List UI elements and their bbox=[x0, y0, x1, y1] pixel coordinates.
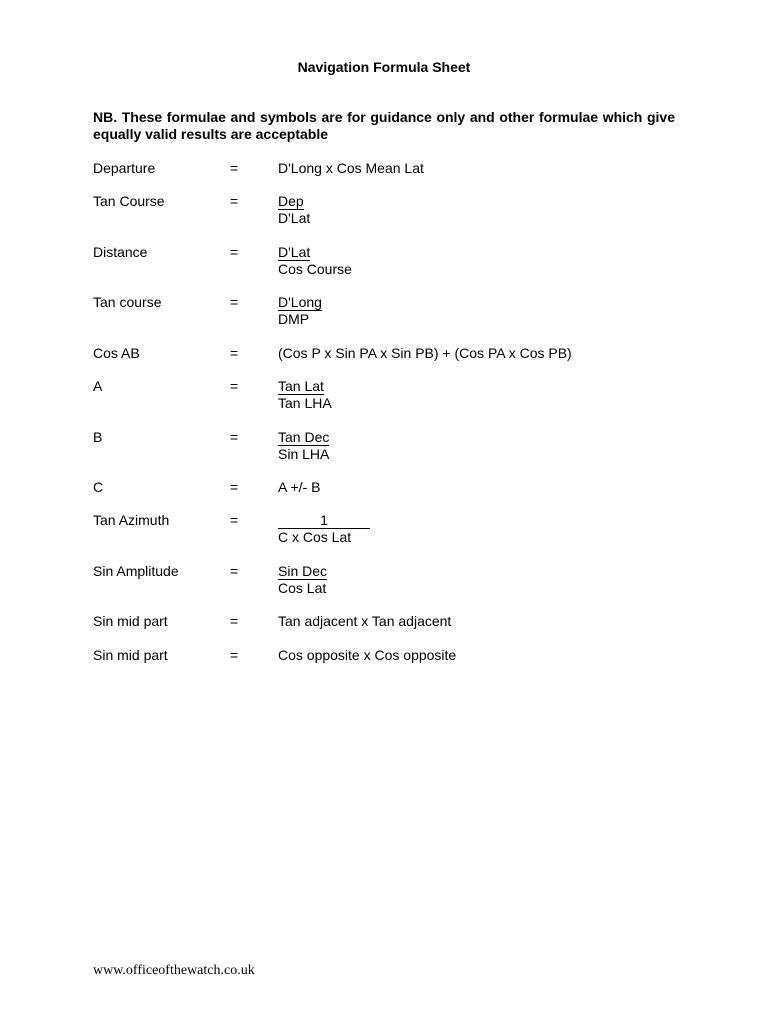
equals-sign: = bbox=[230, 429, 239, 445]
formula-label: Sin Amplitude bbox=[93, 563, 179, 579]
footer-url: www.officeofthewatch.co.uk bbox=[93, 963, 255, 978]
formula-row bbox=[93, 378, 693, 418]
equals-sign: = bbox=[230, 613, 239, 629]
equals-sign: = bbox=[230, 244, 239, 260]
fraction-numerator: D'Lat bbox=[278, 244, 311, 260]
fraction bbox=[278, 378, 332, 412]
formula-row bbox=[93, 294, 693, 334]
fraction-numerator: Tan Dec bbox=[278, 429, 330, 445]
formula-label: Departure bbox=[93, 160, 156, 176]
equals-sign: = bbox=[230, 160, 239, 176]
formula-value: Tan adjacent x Tan adjacent bbox=[278, 613, 452, 629]
fraction-numerator: Tan Lat bbox=[278, 378, 324, 394]
formula-label: Tan Azimuth bbox=[93, 512, 170, 528]
formula-label: C bbox=[93, 479, 104, 495]
formula-value: Cos opposite x Cos opposite bbox=[278, 647, 457, 663]
fraction bbox=[278, 512, 370, 546]
fraction bbox=[278, 563, 327, 597]
fraction-denominator: D'Lat bbox=[278, 210, 311, 226]
equals-sign: = bbox=[230, 294, 239, 310]
fraction-numerator: Sin Dec bbox=[278, 563, 328, 579]
page-title: Navigation Formula Sheet bbox=[297, 59, 471, 75]
formula-label: Sin mid part bbox=[93, 647, 168, 663]
fraction bbox=[278, 294, 322, 328]
fraction bbox=[278, 429, 329, 463]
fraction-denominator: Cos Lat bbox=[278, 580, 327, 596]
formula-label: Distance bbox=[93, 244, 148, 260]
equals-sign: = bbox=[230, 512, 239, 528]
formula-row bbox=[93, 193, 693, 233]
formula-label: A bbox=[93, 378, 103, 394]
equals-sign: = bbox=[230, 378, 239, 394]
equals-sign: = bbox=[230, 193, 239, 209]
equals-sign: = bbox=[230, 345, 239, 361]
guidance-note: NB. These formulae and symbols are for guidance only and other formulae which give equally valid results are acceptable bbox=[93, 109, 675, 142]
fraction-denominator: C x Cos Lat bbox=[278, 529, 352, 545]
fraction-denominator: Cos Course bbox=[278, 261, 352, 277]
formula-value: D'Long x Cos Mean Lat bbox=[278, 160, 424, 176]
formula-row bbox=[93, 244, 693, 284]
fraction bbox=[278, 244, 352, 278]
fraction bbox=[278, 193, 310, 227]
fraction-numerator: 1 bbox=[278, 512, 370, 529]
equals-sign: = bbox=[230, 479, 239, 495]
fraction-numerator: D'Long bbox=[278, 294, 322, 310]
fraction-denominator: Sin LHA bbox=[278, 446, 330, 462]
fraction-denominator: DMP bbox=[278, 311, 310, 327]
formula-value: A +/- B bbox=[278, 479, 321, 495]
fraction-denominator: Tan LHA bbox=[278, 395, 332, 411]
equals-sign: = bbox=[230, 647, 239, 663]
formula-label: Tan Course bbox=[93, 193, 165, 209]
fraction-numerator: Dep bbox=[278, 193, 304, 209]
formula-label: Sin mid part bbox=[93, 613, 168, 629]
formula-label: B bbox=[93, 429, 103, 445]
formula-row bbox=[93, 647, 693, 687]
formula-row bbox=[93, 512, 693, 552]
formula-row bbox=[93, 563, 693, 603]
equals-sign: = bbox=[230, 563, 239, 579]
formula-label: Tan course bbox=[93, 294, 162, 310]
formula-value: (Cos P x Sin PA x Sin PB) + (Cos PA x Cos PB) bbox=[278, 345, 572, 361]
formula-label: Cos AB bbox=[93, 345, 140, 361]
formula-row bbox=[93, 429, 693, 469]
